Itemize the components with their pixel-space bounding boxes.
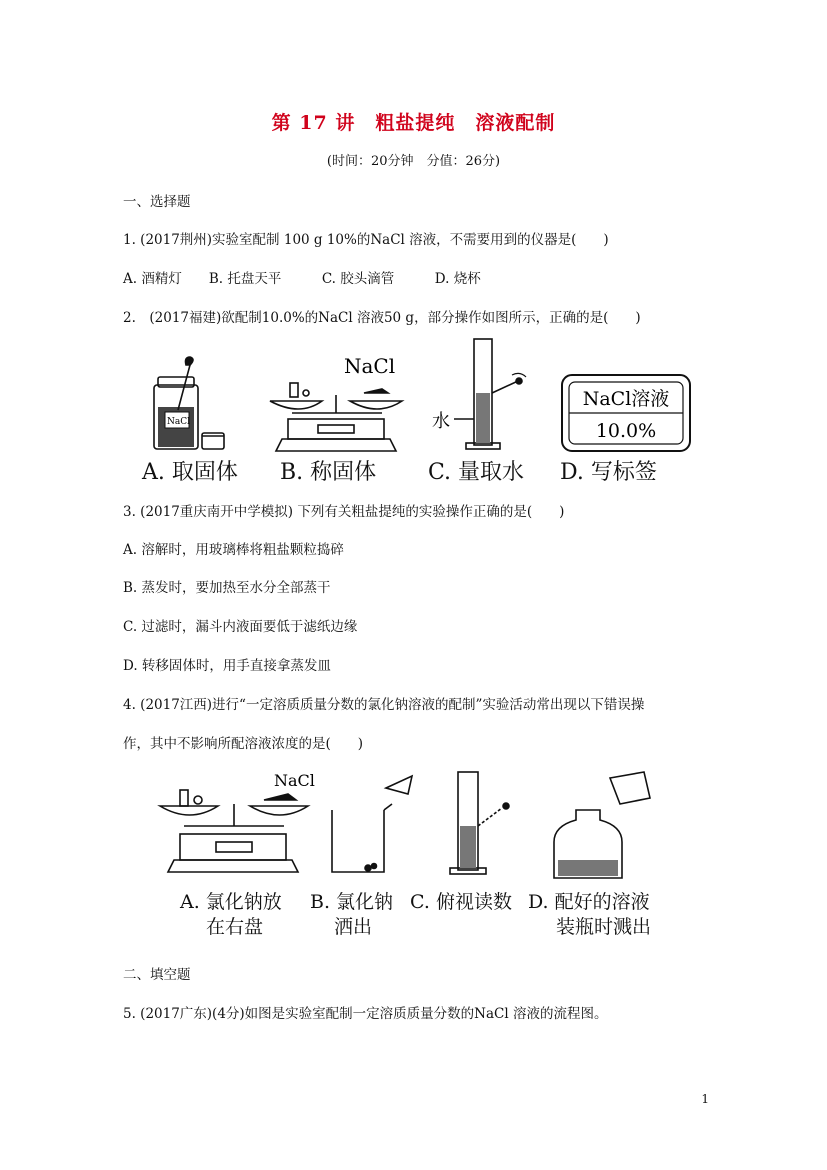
question-2-figure [120, 335, 700, 490]
graduated-cylinder-icon [454, 339, 526, 449]
question-1-stem: 1. (2017荆州)实验室配制 100 g 10%的NaCl 溶液，不需要用到的仪器是( ) [123, 232, 609, 248]
question-3-option-a: A. 溶解时，用玻璃棒将粗盐颗粒捣碎 [123, 542, 344, 558]
jar-label: NaCl [167, 417, 191, 427]
balance-nacl-label: NaCl [344, 354, 396, 378]
section-fill-heading: 二、填空题 [123, 967, 191, 983]
figure-caption-a: A. 取固体 [142, 460, 238, 485]
tag-solution-label: NaCl溶液 [582, 388, 670, 410]
question-4-illustration [150, 768, 670, 890]
figure-caption-c: C. 量取水 [428, 460, 525, 485]
bottle-icon [554, 772, 650, 878]
time-score-info: (时间：20分钟 分值：26分) [326, 154, 501, 169]
q4-caption-c-line1: C. 俯视读数 [410, 891, 512, 913]
beaker-icon [332, 776, 412, 872]
question-4-stem-line1: 4. (2017江西)进行“一定溶质质量分数的氯化钠溶液的配制”实验活动常出现以下错误操 [123, 697, 645, 713]
page-number: 1 [701, 1092, 709, 1106]
q4-balance-nacl-label: NaCl [274, 771, 315, 790]
q4-caption-b-line2: 洒出 [334, 916, 373, 938]
q4-caption-a-line1: A. 氯化钠放 [180, 891, 282, 913]
q4-caption-d-line1: D. 配好的溶液 [528, 891, 650, 913]
question-3-option-c: C. 过滤时，漏斗内液面要低于滤纸边缘 [123, 619, 358, 635]
balance-icon [270, 383, 402, 451]
figure-caption-d: D. 写标签 [560, 460, 657, 485]
question-3-stem: 3. (2017重庆南开中学模拟) 下列有关粗盐提纯的实验操作正确的是( ) [123, 504, 565, 520]
question-2-stem: 2. (2017福建)欲配制10.0%的NaCl 溶液50 g，部分操作如图所示，正确的是( ) [123, 310, 641, 326]
tag-percent-label: 10.0% [595, 420, 657, 442]
section-choice-heading: 一、选择题 [123, 194, 191, 210]
figure-caption-b: B. 称固体 [280, 460, 377, 485]
question-3-option-b: B. 蒸发时，要加热至水分全部蒸干 [123, 580, 331, 596]
page-title: 第 17 讲 粗盐提纯 溶液配制 [271, 112, 556, 134]
balance-icon-q4 [160, 790, 308, 872]
question-1-options: A. 酒精灯 B. 托盘天平 C. 胶头滴管 D. 烧杯 [123, 271, 481, 287]
question-4-stem-line2: 作，其中不影响所配溶液浓度的是( ) [123, 736, 364, 752]
question-4-figure [150, 768, 670, 940]
cylinder-icon-q4 [450, 772, 509, 874]
reagent-jar-icon [154, 357, 224, 449]
question-3-option-d: D. 转移固体时，用手直接拿蒸发皿 [123, 658, 331, 674]
q4-caption-b-line1: B. 氯化钠 [310, 891, 394, 913]
q4-caption-d-line2: 装瓶时溅出 [556, 916, 652, 938]
water-label: 水 [432, 411, 450, 432]
q4-caption-a-line2: 在右盘 [206, 916, 264, 938]
question-5-stem: 5. (2017广东)(4分)如图是实验室配制一定溶质质量分数的NaCl 溶液的流程图。 [123, 1006, 608, 1022]
